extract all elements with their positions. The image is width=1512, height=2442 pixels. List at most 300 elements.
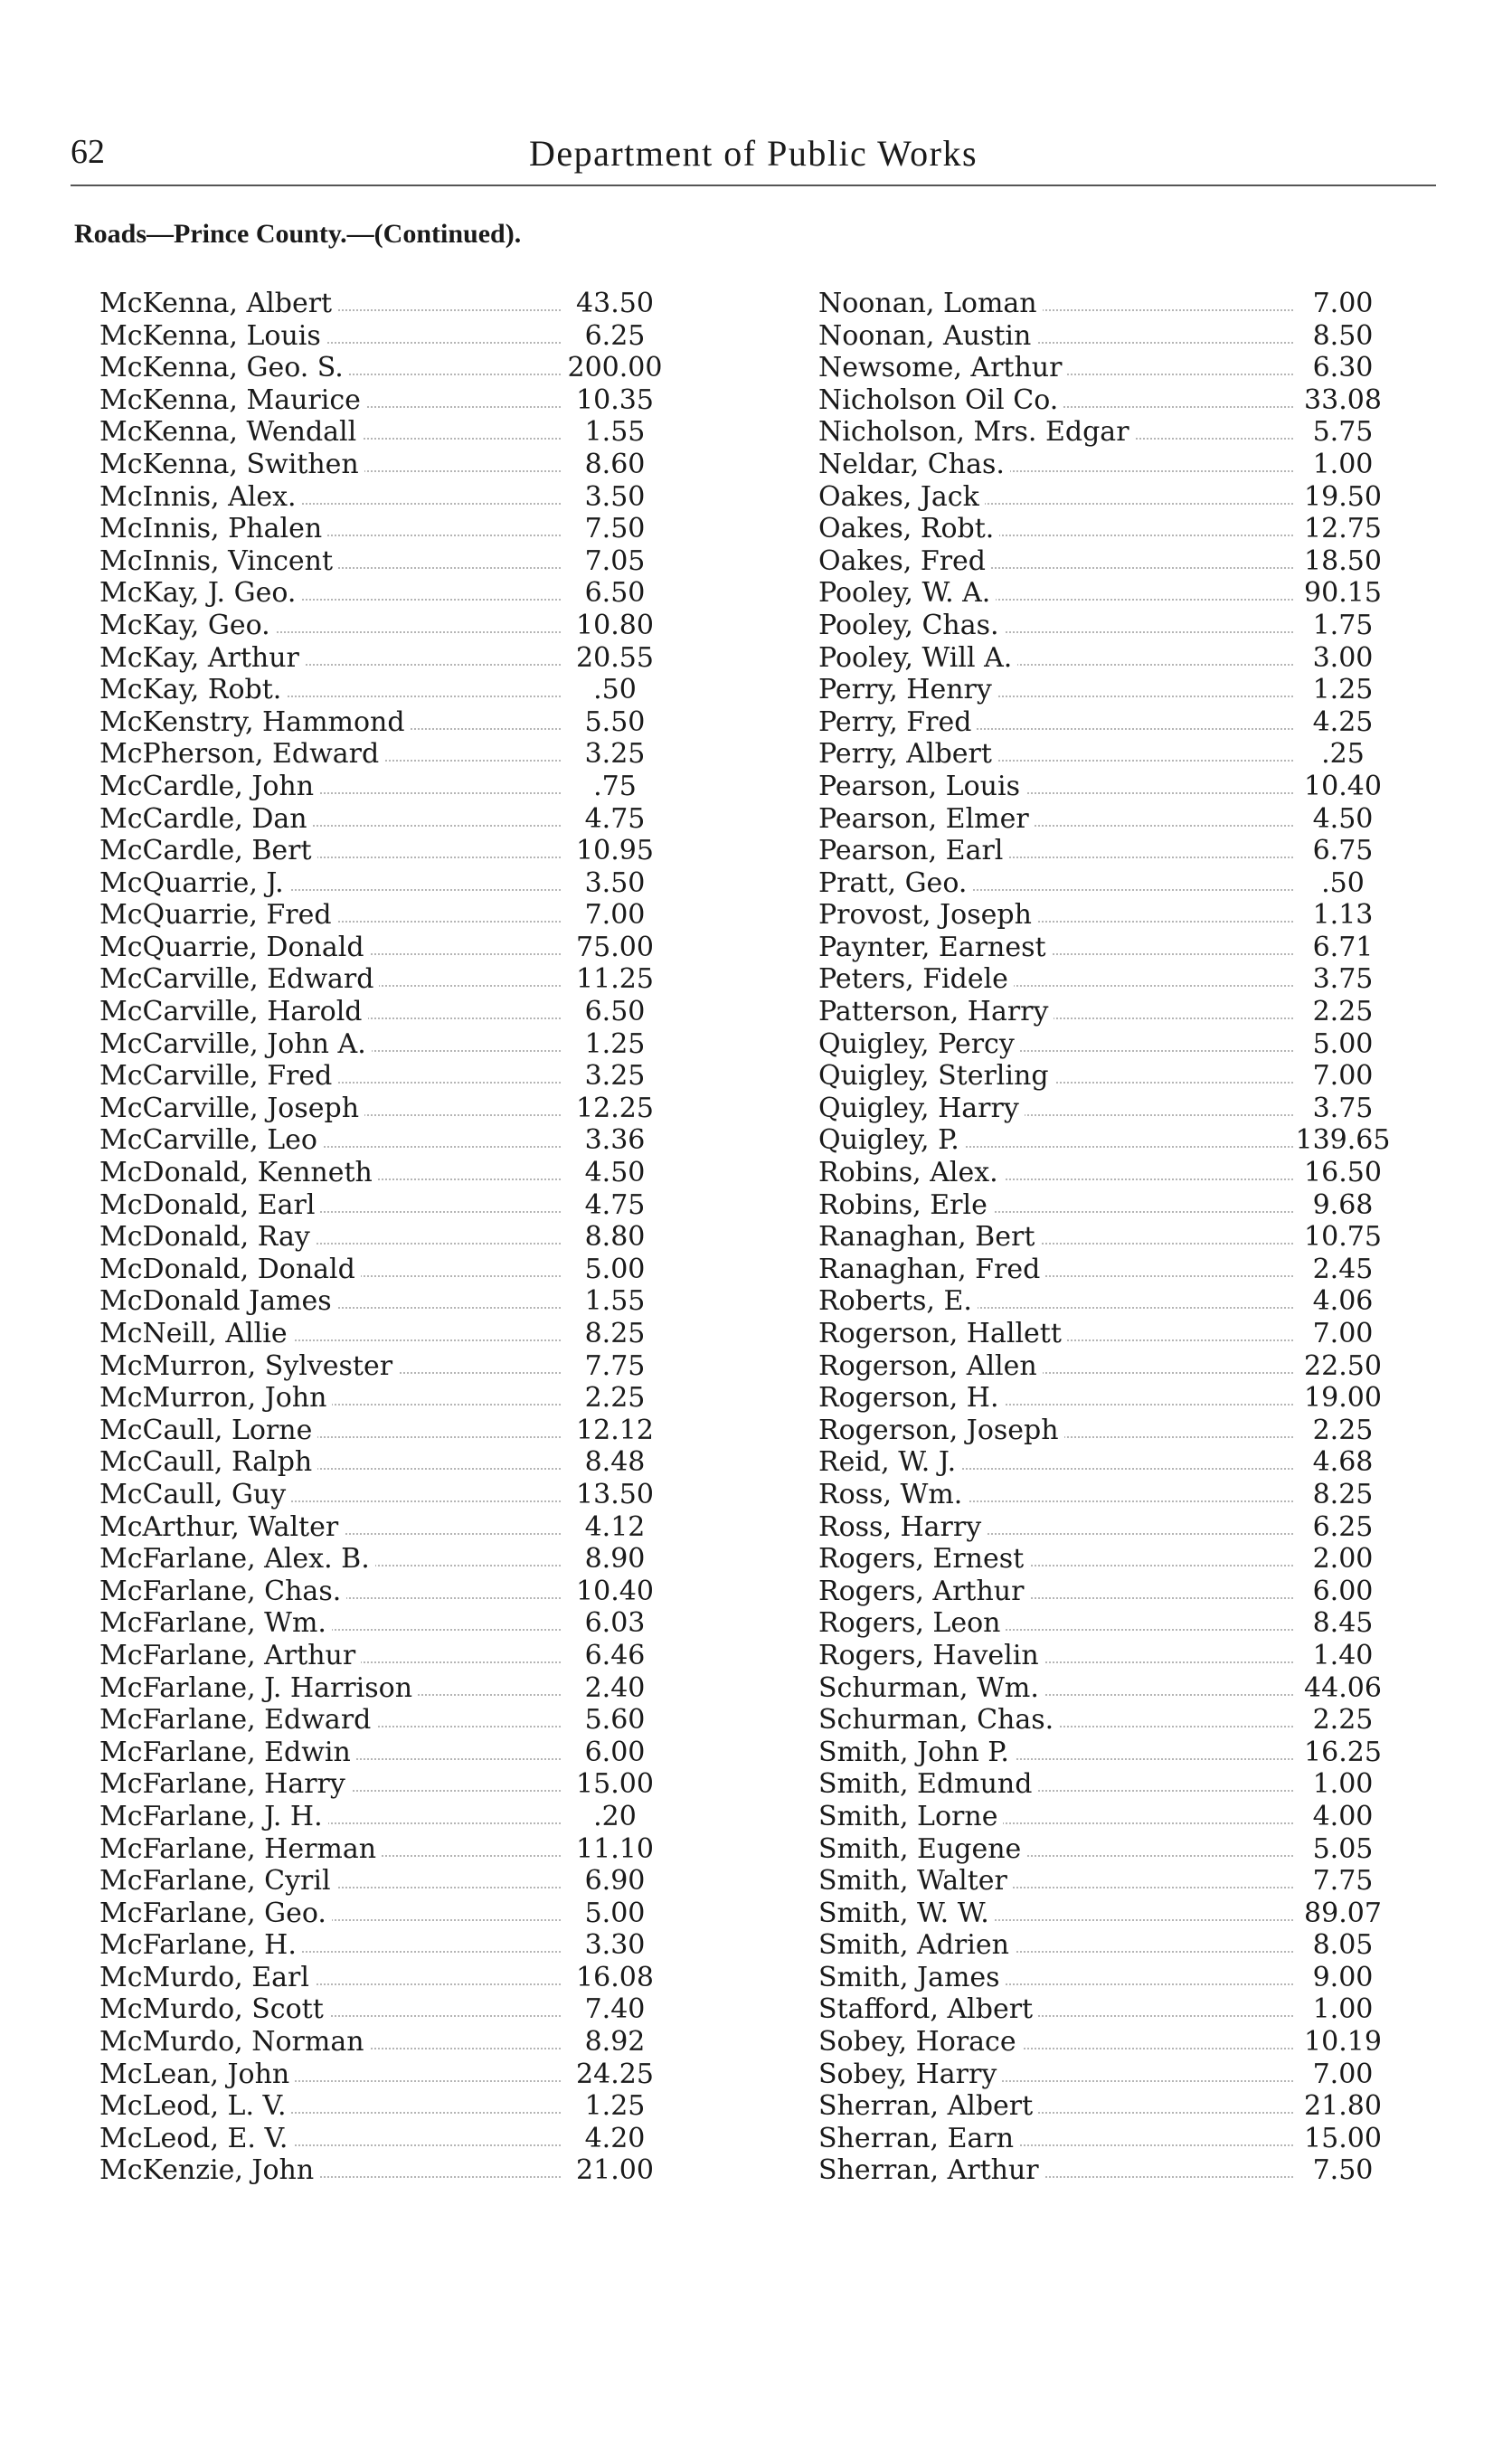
payee-name: Noonan, Loman	[818, 288, 1043, 319]
payment-amount: 1.55	[584, 1285, 646, 1318]
payment-amount: 9.68	[1312, 1188, 1374, 1221]
payee-name: McKenstry, Hammond	[99, 706, 411, 738]
payment-amount: .25	[1321, 738, 1365, 771]
payment-amount: 7.40	[584, 1993, 646, 2026]
payee-name: McMurron, John	[99, 1382, 332, 1414]
payee-name: McFarlane, H.	[99, 1929, 302, 1961]
payment-amount: 139.65	[1295, 1124, 1391, 1157]
payee-name: McFarlane, J. Harrison	[99, 1672, 418, 1704]
list-item	[818, 1318, 1384, 1350]
payment-amount: 7.00	[584, 899, 646, 932]
payment-amount: 4.06	[1312, 1285, 1374, 1318]
payee-name: Smith, John P.	[818, 1737, 1015, 1768]
list-item	[818, 1446, 1384, 1479]
list-item	[818, 352, 1384, 384]
payee-name: Smith, James	[818, 1962, 1006, 1993]
list-item	[99, 1285, 678, 1318]
payee-name: McMurron, Sylvester	[99, 1350, 398, 1382]
payee-name: McFarlane, Arthur	[99, 1640, 361, 1671]
payee-name: McCaull, Ralph	[99, 1446, 317, 1478]
payee-name: Nicholson, Mrs. Edgar	[818, 416, 1135, 448]
payment-amount: 7.50	[584, 513, 646, 545]
list-item	[99, 288, 678, 320]
list-item	[99, 1640, 678, 1672]
list-item	[99, 932, 678, 964]
list-item	[99, 1672, 678, 1705]
list-item	[99, 1093, 678, 1125]
payment-amount: 18.50	[1304, 544, 1382, 577]
payee-name: McNeill, Allie	[99, 1318, 293, 1349]
payment-amount: 1.13	[1312, 899, 1374, 932]
payment-amount: 16.25	[1304, 1736, 1382, 1768]
payment-amount: 1.75	[1312, 609, 1374, 641]
payee-name: McArthur, Walter	[99, 1511, 344, 1543]
payment-amount: 21.00	[576, 2154, 654, 2187]
payee-name: McKenna, Wendall	[99, 416, 362, 448]
payee-name: McFarlane, Geo.	[99, 1898, 332, 1929]
payment-amount: 19.00	[1304, 1382, 1382, 1415]
payee-name: Schurman, Wm.	[818, 1672, 1044, 1704]
payment-amount: 4.25	[1312, 705, 1374, 738]
payment-amount: 4.20	[584, 2122, 646, 2154]
payment-amount: 2.25	[1312, 1704, 1374, 1737]
payment-amount: 43.50	[576, 288, 654, 319]
payee-name: Quigley, Sterling	[818, 1060, 1054, 1092]
payee-name: McKenna, Albert	[99, 288, 337, 319]
payment-amount: 6.25	[584, 319, 646, 352]
list-item	[818, 288, 1384, 320]
payee-name: McKenna, Maurice	[99, 384, 366, 416]
payee-name: McKay, Arthur	[99, 642, 305, 674]
list-item	[99, 545, 678, 578]
payee-name: McDonald James	[99, 1285, 337, 1317]
list-item	[818, 1801, 1384, 1833]
payment-amount: 2.45	[1312, 1253, 1374, 1285]
payee-name: Smith, Edmund	[818, 1768, 1037, 1800]
list-item	[818, 2026, 1384, 2059]
list-item	[99, 963, 678, 996]
payee-name: McQuarrie, Fred	[99, 899, 337, 931]
payment-amount: 20.55	[576, 641, 654, 674]
payee-name: Rogers, Ernest	[818, 1543, 1029, 1575]
payment-amount: 3.50	[584, 866, 646, 899]
list-item	[99, 996, 678, 1028]
payee-name: Provost, Joseph	[818, 899, 1037, 931]
payee-name: Smith, Adrien	[818, 1929, 1015, 1961]
payee-name: McFarlane, Harry	[99, 1768, 351, 1800]
payment-amount: 89.07	[1304, 1897, 1382, 1929]
list-item	[99, 2090, 678, 2123]
payment-amount: 4.00	[1312, 1800, 1374, 1832]
payment-amount: 3.75	[1312, 1092, 1374, 1124]
list-item	[818, 1254, 1384, 1286]
list-item	[99, 1318, 678, 1350]
payee-name: Robins, Alex.	[818, 1157, 1004, 1188]
payment-amount: 8.05	[1312, 1929, 1374, 1962]
payee-name: McInnis, Vincent	[99, 545, 338, 577]
payment-amount: 4.12	[584, 1510, 646, 1543]
list-item	[99, 803, 678, 836]
list-item	[818, 963, 1384, 996]
payee-name: McKenna, Geo. S.	[99, 352, 349, 383]
payee-name: Perry, Henry	[818, 674, 997, 705]
payment-amount: 7.00	[1312, 1318, 1374, 1349]
list-item	[818, 1704, 1384, 1737]
payee-name: Quigley, P.	[818, 1124, 965, 1156]
payment-amount: 9.00	[1312, 1961, 1374, 1993]
payment-amount: 6.75	[1312, 835, 1374, 867]
payment-amount: 6.00	[1312, 1575, 1374, 1607]
payment-amount: 1.55	[584, 416, 646, 449]
list-item	[99, 1189, 678, 1222]
payee-name: McMurdo, Scott	[99, 1993, 329, 2025]
payee-name: Sobey, Horace	[818, 2026, 1022, 2058]
payee-name: Neldar, Chas.	[818, 449, 1010, 480]
payee-name: Quigley, Percy	[818, 1028, 1020, 1060]
payee-name: Sobey, Harry	[818, 2059, 1002, 2090]
list-item	[818, 1060, 1384, 1093]
list-item	[818, 1929, 1384, 1962]
payment-amount: 10.95	[576, 835, 654, 867]
list-item	[99, 1060, 678, 1093]
payment-amount: 1.25	[584, 2090, 646, 2123]
payment-amount: 5.60	[584, 1704, 646, 1737]
list-item	[99, 1833, 678, 1866]
payment-amount: 10.40	[576, 1575, 654, 1607]
payment-amount: 5.00	[584, 1253, 646, 1285]
payment-amount: 6.71	[1312, 931, 1374, 963]
list-item	[99, 2026, 678, 2059]
payee-name: McKenzie, John	[99, 2154, 319, 2186]
payment-amount: 7.50	[1312, 2154, 1374, 2187]
list-item	[99, 1801, 678, 1833]
payment-amount: 3.25	[584, 738, 646, 771]
payment-amount: 6.00	[584, 1736, 646, 1768]
payee-name: Pooley, W. A.	[818, 577, 996, 609]
payment-amount: 16.08	[576, 1961, 654, 1993]
payment-amount: 6.50	[584, 577, 646, 610]
payee-name: Oakes, Jack	[818, 481, 985, 513]
payment-amount: 22.50	[1304, 1349, 1382, 1382]
list-item	[818, 1640, 1384, 1672]
payee-name: Rogerson, H.	[818, 1382, 1005, 1414]
payee-name: Pratt, Geo.	[818, 867, 972, 899]
payee-name: Smith, Walter	[818, 1865, 1013, 1897]
payment-amount: 2.25	[1312, 1414, 1374, 1446]
payee-name: Reid, W. J.	[818, 1446, 961, 1478]
payee-name: Smith, W. W.	[818, 1898, 995, 1929]
payment-amount: 12.25	[576, 1092, 654, 1124]
payee-name: McQuarrie, Donald	[99, 932, 370, 963]
payment-amount: 7.00	[1312, 288, 1374, 319]
list-item	[99, 738, 678, 771]
list-item	[99, 1350, 678, 1383]
payment-amount: 2.40	[584, 1671, 646, 1704]
payee-name: McPherson, Edward	[99, 738, 384, 770]
payment-amount: .75	[593, 770, 637, 802]
payee-name: Smith, Eugene	[818, 1833, 1026, 1865]
payee-name: Newsome, Arthur	[818, 352, 1067, 383]
payee-name: McCarville, Fred	[99, 1060, 337, 1092]
list-item	[818, 1189, 1384, 1222]
payment-amount: 6.50	[584, 996, 646, 1028]
payment-amount: 4.75	[584, 1188, 646, 1221]
list-item	[99, 1254, 678, 1286]
list-item	[99, 642, 678, 675]
payment-amount: 1.00	[1312, 448, 1374, 480]
payment-amount: 6.03	[584, 1607, 646, 1640]
payment-amount: .50	[1321, 866, 1365, 899]
payment-amount: 3.50	[584, 480, 646, 513]
payment-amount: 24.25	[576, 2058, 654, 2090]
payee-name: Perry, Fred	[818, 706, 977, 738]
list-item	[99, 1446, 678, 1479]
payment-amount: 5.75	[1312, 416, 1374, 449]
payment-amount: 1.00	[1312, 1768, 1374, 1801]
payee-name: Stafford, Albert	[818, 1993, 1038, 2025]
payment-amount: 8.45	[1312, 1607, 1374, 1640]
payment-amount: 8.60	[584, 448, 646, 480]
payment-amount: 11.10	[576, 1832, 654, 1865]
list-item	[99, 1768, 678, 1801]
payment-amount: 200.00	[567, 352, 663, 384]
payment-amount: 6.25	[1312, 1510, 1374, 1543]
payee-name: Sherran, Earn	[818, 2123, 1019, 2154]
list-item	[818, 642, 1384, 675]
payee-name: McMurdo, Norman	[99, 2026, 370, 2058]
payee-name: McCarville, Edward	[99, 963, 379, 995]
payee-name: Schurman, Chas.	[818, 1704, 1059, 1736]
payment-amount: 8.25	[584, 1318, 646, 1349]
payment-amount: 8.92	[584, 2026, 646, 2059]
payee-name: Pearson, Earl	[818, 835, 1008, 866]
payment-amount: 4.75	[584, 802, 646, 835]
payee-name: McCardle, John	[99, 771, 319, 802]
payee-name: Ross, Wm.	[818, 1479, 968, 1510]
payee-name: McDonald, Donald	[99, 1254, 361, 1285]
list-item	[818, 1093, 1384, 1125]
list-item	[818, 1479, 1384, 1511]
payment-amount: 7.75	[584, 1349, 646, 1382]
payee-name: McFarlane, Cyril	[99, 1865, 336, 1897]
list-item	[99, 1382, 678, 1415]
list-item	[818, 1768, 1384, 1801]
list-item	[99, 1962, 678, 1994]
payment-amount: 4.50	[584, 1157, 646, 1189]
list-item	[99, 577, 678, 610]
list-item	[818, 2123, 1384, 2155]
payee-name: McLeod, E. V.	[99, 2123, 293, 2154]
page-title: Department of Public Works	[528, 133, 978, 174]
payee-name: Ross, Harry	[818, 1511, 987, 1543]
list-item	[818, 1157, 1384, 1189]
list-item	[99, 449, 678, 481]
list-item	[818, 513, 1384, 545]
list-item	[99, 706, 678, 739]
payee-name: Roberts, E.	[818, 1285, 978, 1317]
payment-amount: 90.15	[1304, 577, 1382, 610]
payment-amount: 8.50	[1312, 319, 1374, 352]
payee-name: McFarlane, Herman	[99, 1833, 382, 1865]
payee-name: Rogers, Havelin	[818, 1640, 1044, 1671]
list-item	[818, 1124, 1391, 1157]
list-item	[818, 706, 1384, 739]
payment-amount: 10.35	[576, 383, 654, 416]
payment-amount: 5.00	[584, 1897, 646, 1929]
list-item	[99, 1898, 678, 1930]
list-item	[99, 867, 678, 900]
payment-amount: 2.25	[584, 1382, 646, 1415]
payee-name: Robins, Erle	[818, 1189, 993, 1221]
payee-name: Sherran, Arthur	[818, 2154, 1044, 2186]
payment-amount: 8.25	[1312, 1478, 1374, 1510]
payee-name: Nicholson Oil Co.	[818, 384, 1063, 416]
payment-amount: 7.75	[1312, 1865, 1374, 1898]
payee-name: McFarlane, J. H.	[99, 1801, 328, 1832]
list-item	[99, 1415, 678, 1447]
list-item	[818, 481, 1384, 514]
payment-amount: 6.46	[584, 1639, 646, 1671]
payment-amount: 5.50	[584, 705, 646, 738]
list-item	[818, 1350, 1384, 1383]
payee-name: McCardle, Bert	[99, 835, 317, 866]
list-item	[99, 384, 678, 417]
payment-amount: 15.00	[1304, 2122, 1382, 2154]
list-item	[99, 1124, 678, 1157]
payment-amount: 75.00	[576, 931, 654, 963]
list-item	[818, 1028, 1384, 1061]
payee-name: McMurdo, Earl	[99, 1962, 315, 1993]
payment-amount: 4.50	[1312, 802, 1374, 835]
list-item	[818, 320, 1384, 353]
payee-name: Rogerson, Allen	[818, 1350, 1043, 1382]
payment-amount: 3.36	[584, 1124, 646, 1157]
list-item	[99, 2154, 678, 2187]
payee-name: Peters, Fidele	[818, 963, 1014, 995]
list-item	[99, 674, 678, 706]
list-item	[818, 1221, 1384, 1254]
list-item	[818, 1672, 1384, 1705]
payment-amount: 8.80	[584, 1221, 646, 1254]
payment-amount: 3.00	[1312, 641, 1374, 674]
payee-name: Paynter, Earnest	[818, 932, 1052, 963]
list-item	[818, 2090, 1384, 2123]
list-item	[99, 610, 678, 642]
list-item	[818, 1865, 1384, 1898]
list-item	[99, 1865, 678, 1898]
list-item	[818, 738, 1384, 771]
list-item	[99, 1576, 678, 1608]
list-item	[818, 1607, 1384, 1640]
list-item	[818, 1833, 1384, 1866]
list-item	[99, 1607, 678, 1640]
right-column	[818, 288, 1391, 2187]
payee-name: McInnis, Phalen	[99, 513, 327, 544]
list-item	[818, 416, 1384, 449]
list-item	[99, 481, 678, 514]
payment-amount: 10.19	[1304, 2026, 1382, 2059]
payee-name: McLean, John	[99, 2059, 295, 2090]
page-number: 62	[71, 133, 105, 171]
payment-amount: 1.40	[1312, 1639, 1374, 1671]
payment-amount: 10.75	[1304, 1221, 1382, 1254]
list-item	[818, 996, 1384, 1028]
payee-name: Ranaghan, Fred	[818, 1254, 1045, 1285]
payee-name: Ranaghan, Bert	[818, 1221, 1040, 1253]
list-item	[99, 320, 678, 353]
payment-amount: 2.00	[1312, 1543, 1374, 1576]
payment-amount: 3.25	[584, 1060, 646, 1093]
list-item	[818, 449, 1384, 481]
payee-name: McCarville, Joseph	[99, 1093, 364, 1124]
payment-amount: 8.90	[584, 1543, 646, 1576]
payee-name: McDonald, Earl	[99, 1189, 320, 1221]
list-item	[99, 771, 678, 803]
payment-amount: 1.00	[1312, 1993, 1374, 2026]
payee-name: Pearson, Elmer	[818, 803, 1035, 835]
payment-amount: 5.05	[1312, 1832, 1374, 1865]
payment-amount: 7.00	[1312, 2058, 1374, 2090]
payment-amount: 19.50	[1304, 480, 1382, 513]
payee-name: McLeod, L. V.	[99, 2090, 291, 2122]
list-item	[99, 1543, 678, 1576]
payment-amount: 11.25	[576, 963, 654, 996]
payment-amount: 1.25	[584, 1027, 646, 1060]
payment-amount: 12.75	[1304, 513, 1382, 545]
list-item	[99, 1511, 678, 1544]
payee-name: McFarlane, Wm.	[99, 1607, 332, 1639]
list-item	[99, 1157, 678, 1189]
payment-amount: .20	[593, 1800, 637, 1832]
payee-name: Pearson, Louis	[818, 771, 1025, 802]
payee-name: Patterson, Harry	[818, 996, 1054, 1027]
list-item	[818, 835, 1384, 867]
payment-amount: 1.25	[1312, 674, 1374, 706]
list-item	[818, 2059, 1384, 2091]
payment-amount: 3.30	[584, 1929, 646, 1962]
payee-name: McCarville, Harold	[99, 996, 368, 1027]
payment-amount: 6.90	[584, 1865, 646, 1898]
list-item	[818, 545, 1384, 578]
payment-amount: 33.08	[1304, 383, 1382, 416]
list-item	[99, 1028, 678, 1061]
list-item	[818, 803, 1384, 836]
payee-name: McCarville, Leo	[99, 1124, 323, 1156]
payment-amount: 21.80	[1304, 2090, 1382, 2123]
payment-amount: 6.30	[1312, 352, 1374, 384]
payee-name: McKenna, Louis	[99, 320, 326, 352]
list-item	[818, 867, 1384, 900]
payee-name: Rogers, Leon	[818, 1607, 1006, 1639]
payee-name: McCardle, Dan	[99, 803, 313, 835]
list-item	[818, 577, 1384, 610]
list-item	[818, 1993, 1384, 2026]
list-item	[99, 2123, 678, 2155]
payment-amount: 13.50	[576, 1478, 654, 1510]
payee-name: Pooley, Will A.	[818, 642, 1017, 674]
list-item	[818, 1511, 1384, 1544]
payment-amount: 7.05	[584, 544, 646, 577]
list-item	[99, 1993, 678, 2026]
list-item	[818, 1543, 1384, 1576]
list-item	[818, 899, 1384, 932]
payee-name: Sherran, Albert	[818, 2090, 1038, 2122]
list-item	[99, 1221, 678, 1254]
list-item	[818, 384, 1384, 417]
list-item	[818, 1962, 1384, 1994]
payee-name: Pooley, Chas.	[818, 610, 1005, 641]
list-item	[99, 1479, 678, 1511]
